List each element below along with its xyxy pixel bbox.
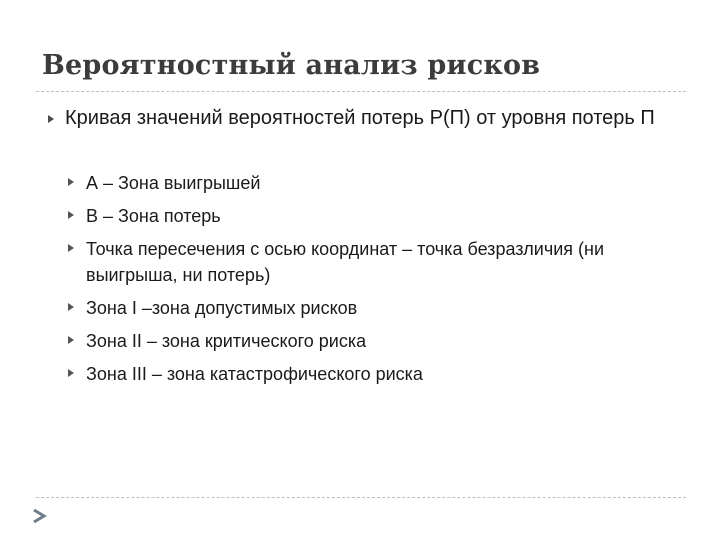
nav-arrow-icon[interactable] (32, 507, 48, 525)
bullet-triangle-icon (68, 211, 74, 219)
sub-bullet-text: Зона II – зона критического риска (86, 331, 367, 351)
main-bullet-text: Кривая значений вероятностей потерь Р(П) от уровня потерь П (65, 107, 655, 129)
bullet-triangle-icon (48, 115, 54, 123)
sub-bullet-text: В – Зона потерь (86, 206, 221, 226)
list-item (68, 236, 678, 288)
list-item (68, 328, 678, 354)
list-item (68, 295, 678, 321)
list-item (68, 203, 678, 229)
list-item (68, 361, 678, 387)
sub-bullet-list (68, 170, 678, 394)
footer-divider (36, 497, 686, 498)
sub-bullet-text: Зона I –зона допустимых рисков (86, 298, 358, 318)
sub-bullet-text: А – Зона выигрышей (86, 173, 261, 193)
bullet-triangle-icon (68, 178, 74, 186)
sub-bullet-text: Зона III – зона катастрофического риска (86, 364, 423, 384)
main-bullet (48, 104, 668, 132)
sub-bullet-text: Точка пересечения с осью координат – точка безразличия (ни выигрыша, ни потерь) (86, 239, 605, 285)
bullet-triangle-icon (68, 336, 74, 344)
bullet-triangle-icon (68, 369, 74, 377)
slide-title: Вероятностный анализ рисков (42, 50, 541, 81)
list-item (68, 170, 678, 196)
bullet-triangle-icon (68, 303, 74, 311)
title-divider (36, 91, 686, 92)
bullet-triangle-icon (68, 244, 74, 252)
